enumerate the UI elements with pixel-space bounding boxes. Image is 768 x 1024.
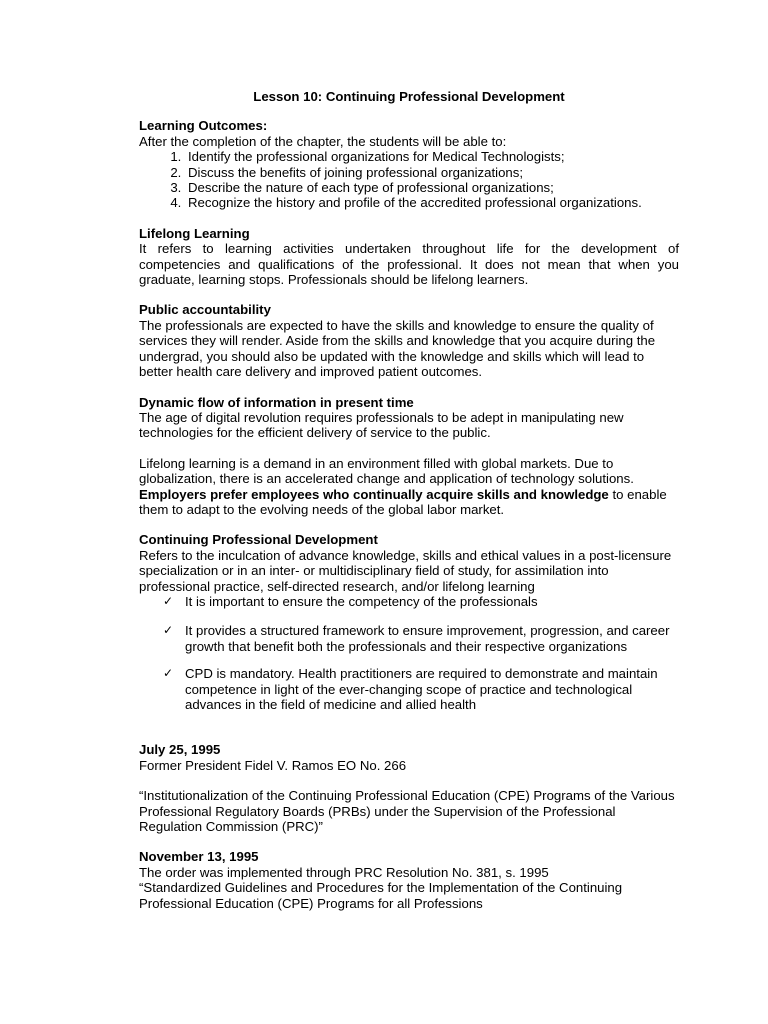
- july-quote: “Institutionalization of the Continuing Professional Education (CPE) Programs of the Various Professional Regulatory Boards (PRBs) under the Supervision of the Professional Regulation Commission (PRC)”: [139, 788, 675, 835]
- public-accountability-heading: Public accountability: [139, 302, 271, 318]
- november-1995-section: [139, 849, 679, 911]
- cpd-point-text: It is important to ensure the competency of the professionals: [185, 593, 538, 609]
- cpd-heading: Continuing Professional Development: [139, 532, 378, 548]
- cpd-points-list: [139, 594, 679, 712]
- dynamic-flow-text: The age of digital revolution requires professionals to be adept in manipulating new technologies for the efficient delivery of service to the public.: [139, 409, 624, 441]
- cpd-section: [139, 532, 679, 712]
- list-item: [139, 623, 679, 654]
- november-date-heading: November 13, 1995: [139, 849, 259, 865]
- list-item: 4. Recognize the history and profile of the accredited professional organizations.: [185, 195, 679, 210]
- list-item: [139, 594, 679, 609]
- checkmark-icon: ✓: [163, 593, 174, 608]
- page-title: Lesson 10: Continuing Professional Development: [253, 89, 565, 104]
- dynamic-flow-heading: Dynamic flow of information in present time: [139, 394, 414, 410]
- list-item: [139, 666, 679, 712]
- public-accountability-text: The professionals are expected to have the skills and knowledge to ensure the quality of services they will render. Aside from the skills and knowledge that you acquire during the undergrad, you should also be updated with the knowledge and skills which will lead to better health care delivery and improved patient outcomes.: [139, 317, 656, 380]
- july-date-heading: July 25, 1995: [139, 742, 221, 758]
- cpd-point-text: CPD is mandatory. Health practitioners are required to demonstrate and maintain competence in light of the ever-changing scope of practice and technological advances in the field of medicine and allied health: [185, 666, 658, 712]
- learning-outcomes-section: [139, 118, 679, 210]
- dynamic-flow-section: [139, 395, 679, 441]
- july-line: Former President Fidel V. Ramos EO No. 266: [139, 757, 407, 773]
- lifelong-learning-section: [139, 226, 679, 288]
- lifelong-learning-heading: Lifelong Learning: [139, 225, 250, 241]
- globalization-text-b: to enable them to adapt to the evolving needs of the global labor market.: [139, 486, 667, 517]
- july-1995-section: [139, 742, 679, 773]
- globalization-text-a: Lifelong learning is a demand in an environment filled with global markets. Due to globalization, there is an accelerated change and application of technology solutions.: [139, 455, 634, 487]
- cpd-text: Refers to the inculcation of advance knowledge, skills and ethical values in a post-licensure specialization or in an inter- or multidisciplinary field of study, for assimilation into professional practice, self-directed research, and/or lifelong learning: [139, 547, 672, 594]
- globalization-section: [139, 456, 679, 518]
- lifelong-learning-text: It refers to learning activities undertaken throughout life for the development of competencies and qualifications of the professional. It does not mean that when you graduate, learning stops. Professionals should be lifelong learners.: [139, 241, 679, 288]
- globalization-text: [139, 456, 679, 518]
- list-item: 1. Identify the professional organizations for Medical Technologists;: [185, 149, 679, 164]
- list-item: 2. Discuss the benefits of joining professional organizations;: [185, 165, 679, 180]
- employers-prefer-text: Employers prefer employees who continually acquire skills and knowledge: [139, 486, 609, 502]
- public-accountability-section: [139, 302, 679, 379]
- learning-outcomes-heading: Learning Outcomes:: [139, 118, 268, 134]
- learning-outcomes-intro: After the completion of the chapter, the students will be able to:: [139, 133, 507, 149]
- cpd-point-text: It provides a structured framework to ensure improvement, progression, and career growth that benefit both the professionals and their respective organizations: [185, 623, 670, 654]
- november-quote: “Standardized Guidelines and Procedures for the Implementation of the Continuing Professional Education (CPE) Programs for all Professions: [139, 880, 623, 911]
- list-item: 3. Describe the nature of each type of professional organizations;: [185, 180, 679, 195]
- checkmark-icon: ✓: [163, 623, 174, 638]
- learning-outcomes-list: [139, 149, 679, 211]
- july-quote-section: [139, 788, 679, 834]
- checkmark-icon: ✓: [163, 666, 174, 681]
- spacer: [139, 724, 679, 742]
- november-line: The order was implemented through PRC Resolution No. 381, s. 1995: [139, 864, 549, 880]
- document-page: [139, 89, 679, 911]
